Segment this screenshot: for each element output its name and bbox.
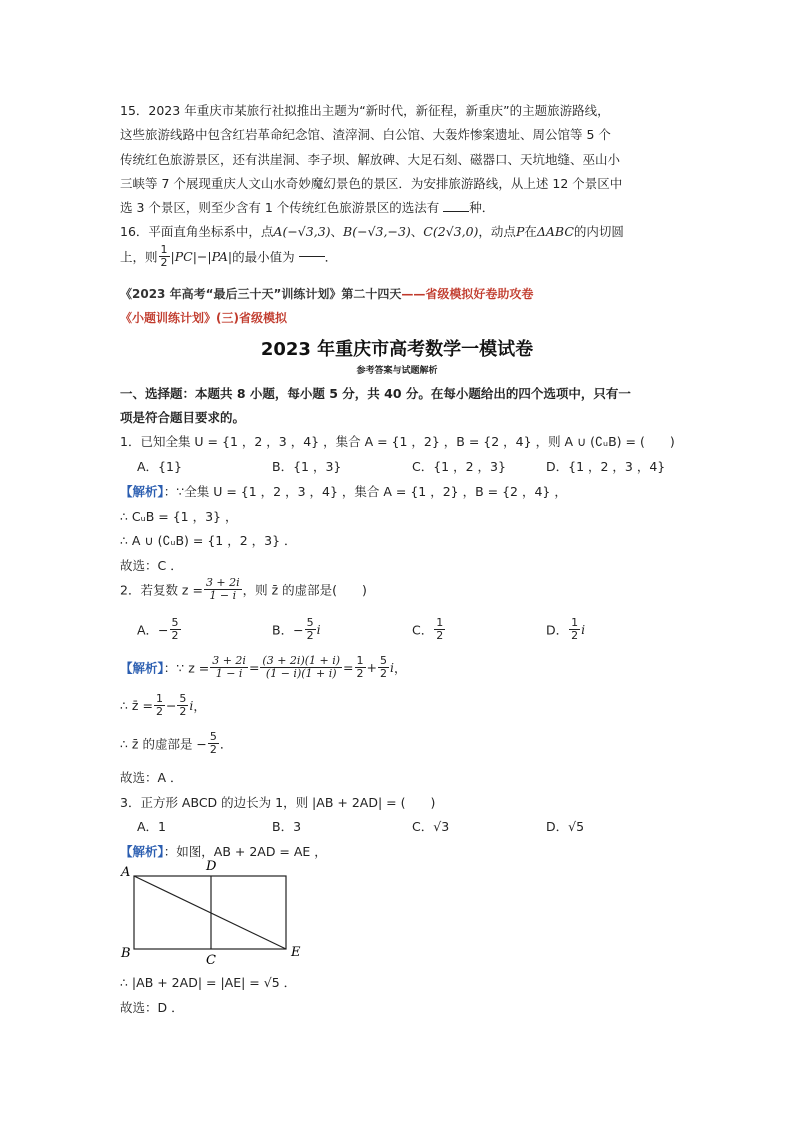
p2-option-b: B．− $\frac{5}{2}$ i bbox=[272, 616, 321, 642]
q15-line2: 这些旅游线路中包含红岩革命纪念馆、渣滓洞、白公馆、大轰炸惨案遗址、周公馆等 5 个 bbox=[120, 127, 611, 142]
label-b: B bbox=[121, 946, 131, 961]
label-c: C bbox=[206, 953, 216, 968]
p3-option-c: C．√3 bbox=[412, 819, 450, 834]
p2-analysis-2: ∴ z̄ = $\frac{1}{2}$ − $\frac{5}{2}$ i， bbox=[120, 692, 206, 718]
section-header-line2: 项是符合题目要求的。 bbox=[120, 410, 246, 425]
label-d: D bbox=[206, 859, 217, 874]
p3-option-b: B．3 bbox=[272, 819, 302, 834]
q15-line3: 传统红色旅游景区，还有洪崖洞、李子坝、解放碑、大足石刻、磁器口、天坑地缝、巫山小 bbox=[120, 152, 621, 167]
plan-line2: 《小题训练计划》(三)省级模拟 bbox=[120, 311, 287, 325]
p1-analysis-1: 【解析】：∵全集 U = {1 ，2 ，3 ，4} ，集合 A = {1 ，2} ，B = {2 ，4} ， bbox=[120, 484, 567, 499]
p3-stem: 3．正方形 ABCD 的边长为 1，则 |AB + 2AD| = ( ) bbox=[120, 795, 436, 810]
q15-line1: 15．2023 年重庆市某旅行社拟推出主题为“新时代，新征程，新重庆”的主题旅游路线， bbox=[120, 103, 610, 118]
label-e: E bbox=[291, 945, 301, 960]
q15-line5: 选 3 个景区，则至少含有 1 个传统红色旅游景区的选法有 种． bbox=[120, 200, 495, 215]
p2-option-d: D． $\frac{1}{2}$ i bbox=[546, 616, 586, 642]
plan-line1: 《2023 年高考“最后三十天”训练计划》第二十四天——省级模拟好卷助攻卷 bbox=[120, 287, 534, 301]
p2-answer: 故选：A ． bbox=[120, 770, 183, 785]
q15-line4: 三峡等 7 个展现重庆人文山水奇妙魔幻景色的景区．为安排旅游路线，从上述 12 个景区中 bbox=[120, 176, 623, 191]
p1-answer: 故选：C ． bbox=[120, 558, 183, 573]
p3-option-d: D．√5 bbox=[546, 819, 585, 834]
p1-option-c: C．{1 ，2 ，3} bbox=[412, 459, 506, 474]
p3-option-a: A．1 bbox=[137, 819, 167, 834]
p3-analysis-1: 【解析】：如图，AB + 2AD = AE ， bbox=[120, 844, 327, 859]
p1-analysis-3: ∴ A ∪ (∁ᵤB) = {1 ，2 ，3} ． bbox=[120, 533, 297, 548]
q16-line2: 上，则 $\frac{1}{2}$ |PC|−|PA|的最小值为 ． bbox=[120, 243, 338, 269]
p2-stem: 2．若复数 z = $\frac{3 + 2i}{1 - i}$ ，则 z̄ 的虚部是( ) bbox=[120, 576, 367, 602]
p1-option-a: A．{1} bbox=[137, 459, 182, 474]
p3-analysis-2: ∴ |AB + 2AD| = |AE| = √5 ． bbox=[120, 975, 297, 990]
page-title: 2023 年重庆市高考数学一模试卷 bbox=[260, 339, 534, 360]
diagonal-ae bbox=[134, 876, 286, 949]
p2-analysis-3: ∴ z̄ 的虚部是 − $\frac{5}{2}$ ． bbox=[120, 730, 233, 756]
p2-analysis-1: 【解析】：∵ z = $\frac{3 + 2i}{1 - i}$ = $\frac{(3 + 2i)(1 + i)}{(1 - i)(1 + i)}$ = $\frac{1}{2}$ + $\frac{5}{2}$ i， bbox=[120, 654, 407, 680]
p1-analysis-2: ∴ CᵤB = {1 ，3} ， bbox=[120, 509, 238, 524]
p1-option-b: B．{1 ，3} bbox=[272, 459, 342, 474]
square-figure bbox=[115, 856, 315, 971]
label-a: A bbox=[121, 865, 131, 880]
p2-option-c: C． $\frac{1}{2}$ bbox=[412, 616, 444, 642]
p2-option-a: A．− $\frac{5}{2}$ bbox=[137, 616, 179, 642]
page-subtitle: 参考答案与试题解析 bbox=[356, 366, 438, 376]
p1-stem: 1．已知全集 U = {1 ，2 ，3 ，4} ，集合 A = {1 ，2} ，B = {2 ，4} ，则 A ∪ (∁ᵤB) = ( ) bbox=[120, 434, 675, 449]
p3-answer: 故选：D ． bbox=[120, 1000, 184, 1015]
section-header-line1: 一、选择题：本题共 8 小题，每小题 5 分，共 40 分。在每小题给出的四个选项中，只有一 bbox=[120, 386, 631, 401]
q16-line1: 16．平面直角坐标系中，点A(−√3,3)、B(−√3,−3)、C(2√3,0)，动点P在ΔABC的内切圆 bbox=[120, 224, 624, 239]
p1-option-d: D．{1 ，2 ，3 ，4} bbox=[546, 459, 666, 474]
